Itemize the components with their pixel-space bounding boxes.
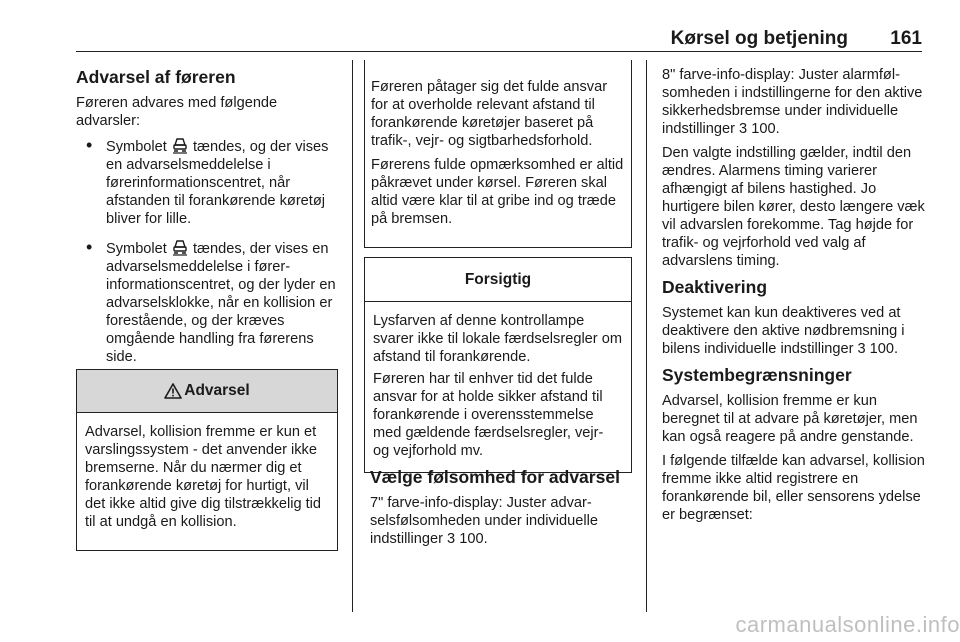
caution-box-title: Forsigtig: [464, 270, 532, 288]
warning-box-continued: [364, 60, 632, 248]
intro-text: Føreren advares med følgende advarsler:: [76, 95, 278, 129]
warning-box-body: [77, 413, 337, 543]
responsibility-text: Føreren påtager sig det fulde ansvar for at overholde relevant afstand til forankørende køretøjer baseret på trafik-, vejr- og sigtbarhedsforhold.: [371, 79, 608, 149]
column-1: [76, 66, 338, 376]
car-warning-icon: [171, 136, 189, 154]
header-divider: [76, 51, 922, 52]
deactivation-text: Systemet kan kun deaktiveres ved at deaktivere den aktive nødbremsning i bilens individuelle indstillinger 3 100.: [662, 305, 905, 357]
list-item: • Symbolet tændes, der vises en advarselsmeddelelse i førerinformationscentret, og der lyder en advarselsklokke, når en kollision er forestående, og der kræves omgående handling fra førerens side.: [86, 237, 336, 365]
warning-box-header: [77, 369, 337, 413]
list-item: • Symbolet tændes, og der vises en advarselsmeddelelse i førerinformationscentret, når afstanden til forankørende køretøj bliver for lille.: [86, 135, 329, 227]
column-divider-2: [646, 60, 647, 612]
running-title: Kørsel og betjening: [670, 28, 848, 49]
limitations-text-1: Advarsel, kollision fremme er kun beregnet til at advare på køretøjer, men kan også reagere på andre genstande.: [662, 393, 918, 445]
warning-list: [76, 136, 338, 366]
watermark: carmanualsonline.info: [735, 612, 960, 637]
page-number: 161: [890, 28, 922, 49]
bullet-icon: •: [86, 237, 93, 257]
sensitivity-section: [370, 466, 632, 554]
column-3: [662, 66, 928, 530]
attention-text: Førerens fulde opmærksomhed er altid påkrævet under kørsel. Føreren skal altid være klar til at gribe ind og træde på bremsen.: [371, 157, 624, 227]
page-header: [76, 28, 922, 52]
section-heading-limitations: Systembegrænsninger: [662, 365, 852, 385]
section-heading-sensitivity: Vælge følsomhed for advarsel: [370, 467, 620, 487]
caution-box-header: [365, 258, 631, 302]
column-divider-1: [352, 60, 353, 612]
warning-box-text: Advarsel, kollision fremme er kun et varslingssystem - det anvender ikke bremserne. Når du nærmer dig et forankørende køretøj for hurtigt, vil det ikke altid give dig tilstrækkelig tid til at undgå en kollision.: [85, 424, 322, 530]
display-8-text: 8" farve-info-display: Juster alarmfølsomheden i indstillingerne for den aktive sikkerhedsbremse under individuelle indstillinger 3 100.: [662, 67, 923, 137]
caution-text-1: Lysfarven af denne kontrollampe svarer ikke til lokale færdselsregler om afstand til forankørende.: [373, 313, 622, 365]
limitations-text-2: I følgende tilfælde kan advarsel, kollision fremme ikke altid registrere en forankørende bil, eller sensorens ydelse er begrænset:: [662, 453, 925, 523]
warning-triangle-icon: [164, 383, 182, 399]
timing-text: Den valgte indstilling gælder, indtil den ændres. Alarmens timing varierer afhængigt af bilens hastighed. Jo hurtigere bilen kører, desto længere væk vil advarslen forekomme. Tag højde for trafik- og vejrforhold ved valg af advarslens timing.: [662, 145, 925, 269]
car-warning-icon: [171, 238, 189, 256]
sensitivity-text: 7" farve-info-display: Juster advarselsfølsomheden under individuelle indstillinger 3 100.: [370, 495, 598, 547]
warning-box-continued-body: [371, 78, 627, 234]
bullet-icon: •: [86, 135, 93, 155]
warning-box: [76, 369, 338, 551]
section-heading-driver-warning: Advarsel af føreren: [76, 67, 236, 87]
warning-box-title: Advarsel: [184, 382, 250, 399]
caution-text-2: Føreren har til enhver tid det fulde ansvar for at holde sikker afstand til forankørende i overensstemmelse med gældende færdselsregler, vejr- og vejforhold mv.: [373, 371, 604, 459]
caution-box-body: [365, 302, 631, 472]
caution-box: [364, 257, 632, 473]
section-heading-deactivation: Deaktivering: [662, 277, 768, 297]
